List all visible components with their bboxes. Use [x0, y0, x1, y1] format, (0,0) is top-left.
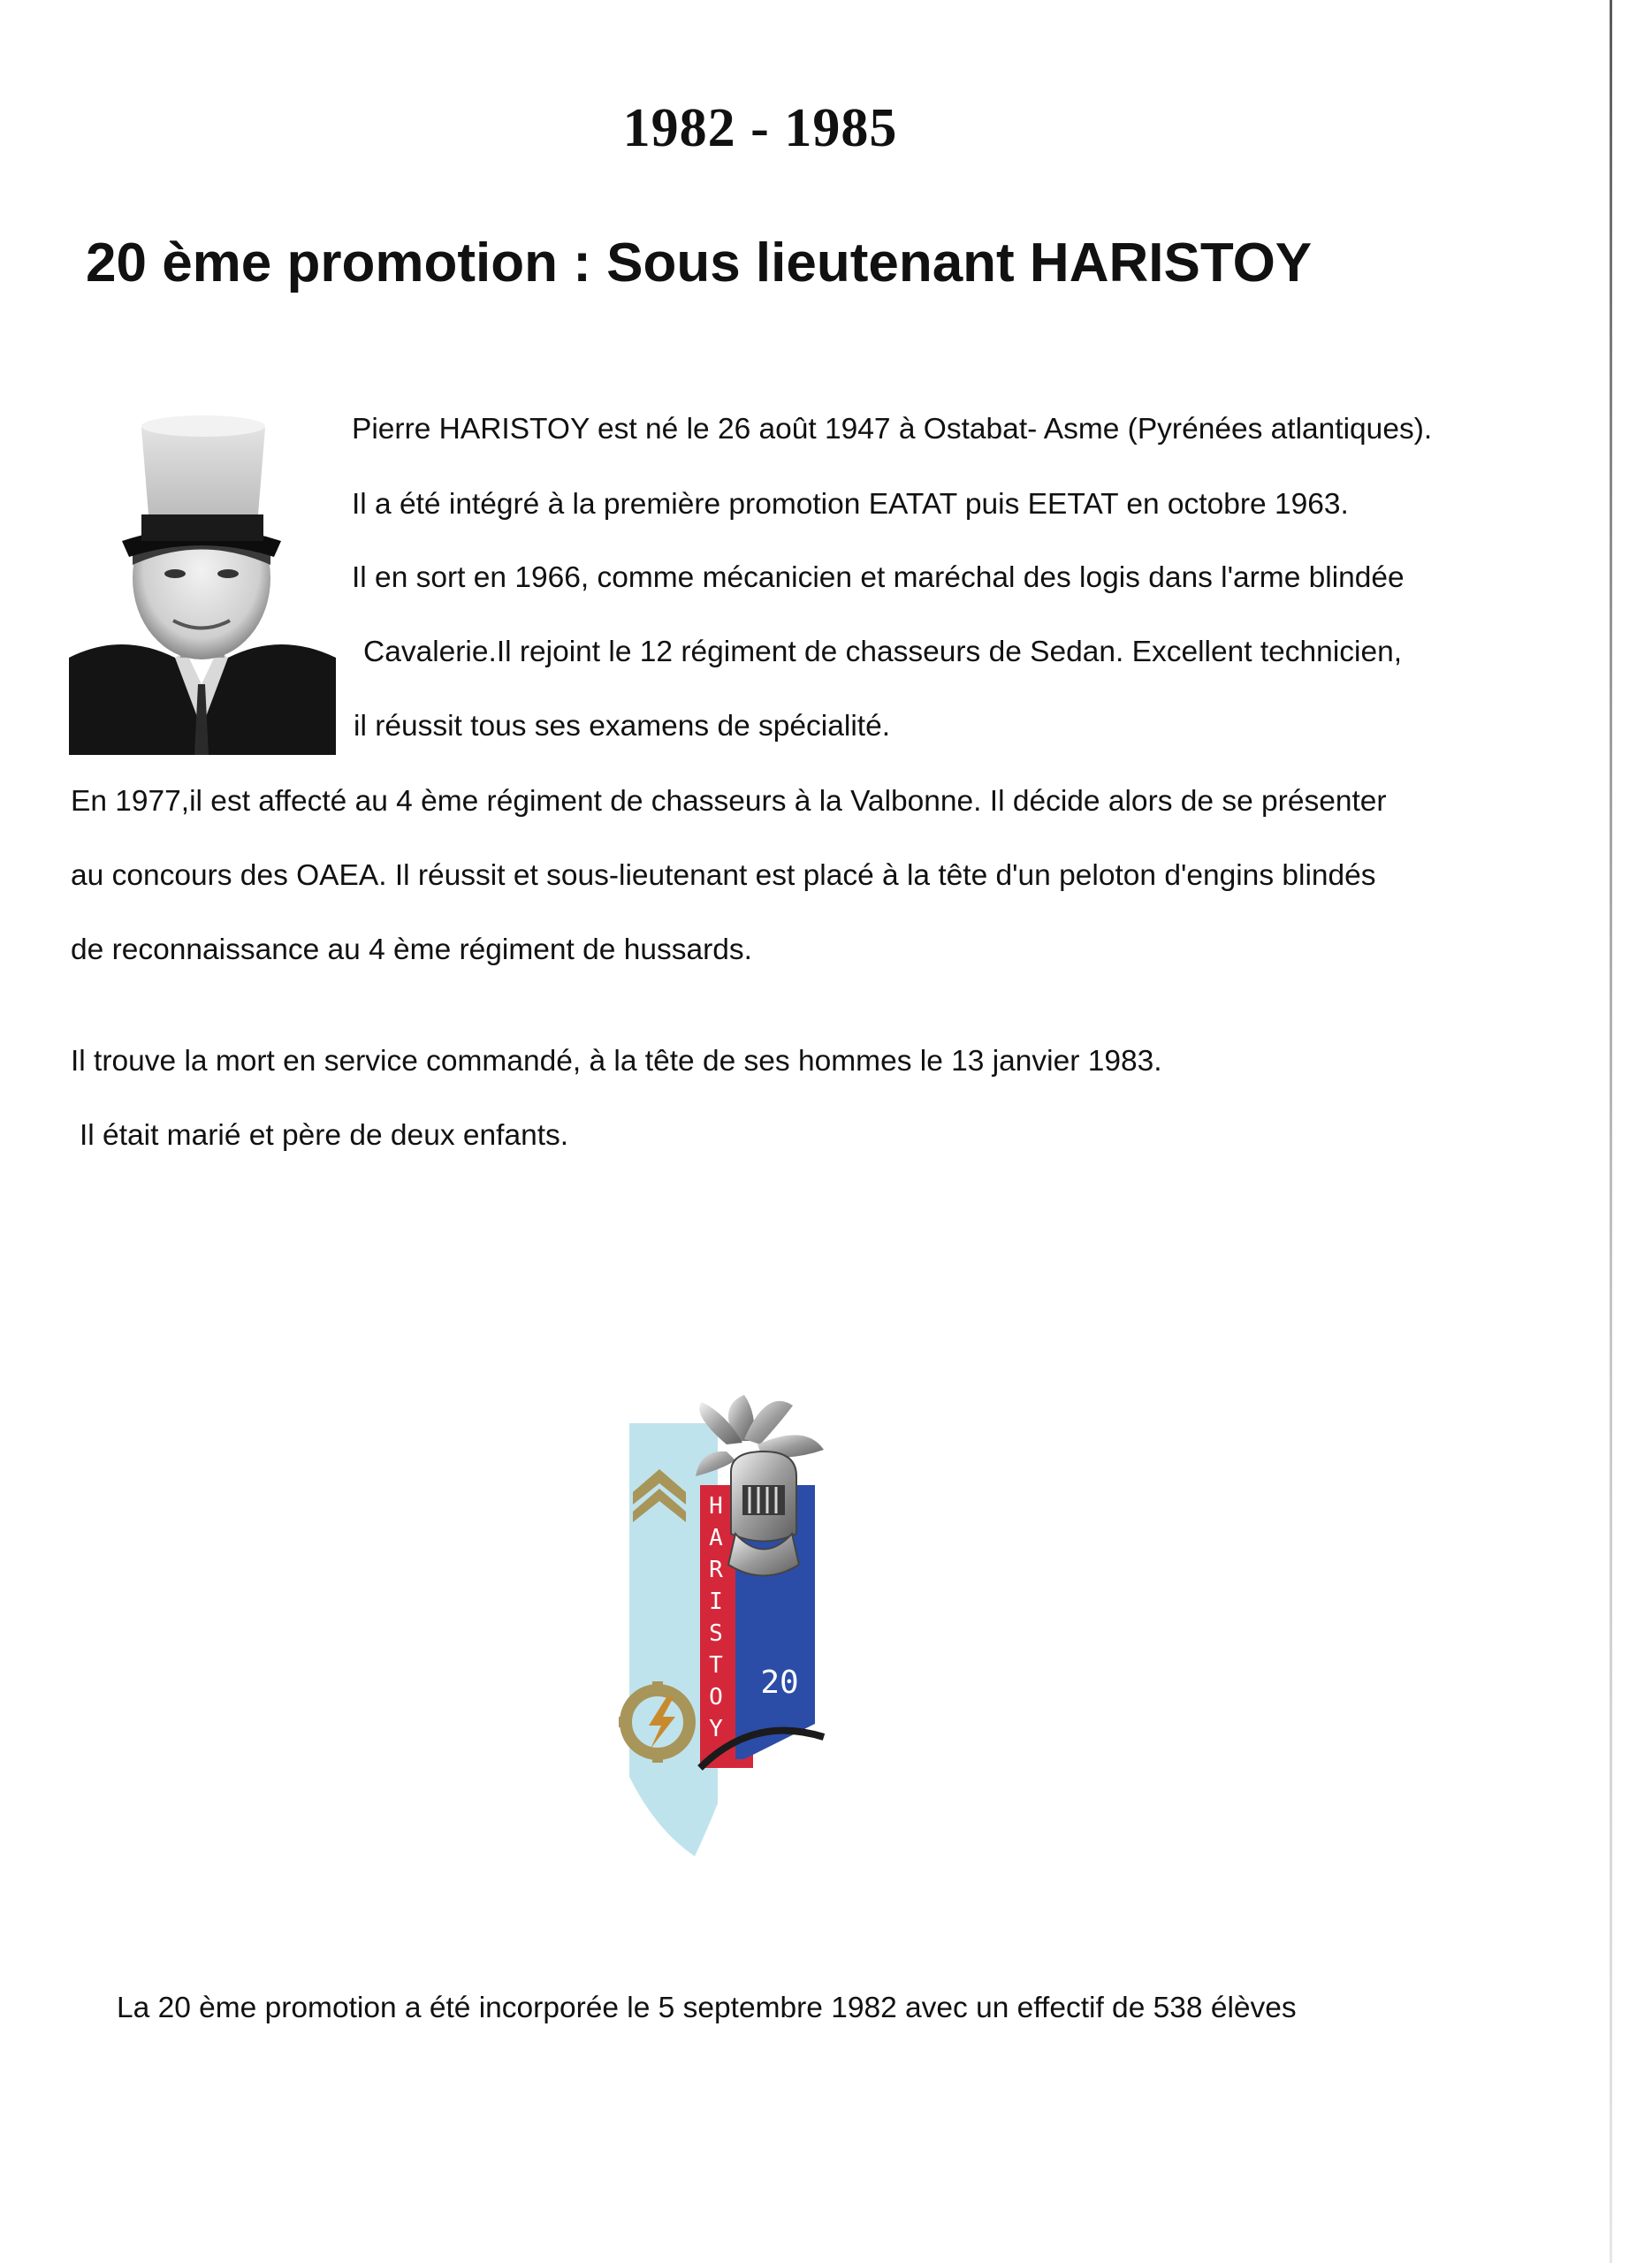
insignia-letter-s: S: [709, 1620, 723, 1647]
insignia-letter-r: R: [709, 1557, 723, 1583]
footer-note: La 20 ème promotion a été incorporée le 5 septembre 1982 avec un effectif de 538 élèves: [117, 1992, 1297, 2024]
bio-line-6: En 1977,il est affecté au 4 ème régiment de chasseurs à la Valbonne. Il décide alors de se présenter: [71, 785, 1387, 818]
insignia-letter-h: H: [709, 1493, 723, 1520]
knight-helmet-icon: [728, 1452, 799, 1576]
bio-line-8: de reconnaissance au 4 ème régiment de hussards.: [71, 933, 752, 966]
bio-line-3: Il en sort en 1966, comme mécanicien et maréchal des logis dans l'arme blindée: [352, 561, 1405, 594]
page-title: 20 ème promotion : Sous lieutenant HARISTOY: [86, 232, 1313, 293]
page-years: 1982 - 1985: [622, 98, 898, 158]
insignia-letter-o: O: [709, 1684, 723, 1711]
bio-line-2: Il a été intégré à la première promotion EATAT puis EETAT en octobre 1963.: [352, 488, 1349, 521]
bio-line-10: Il était marié et père de deux enfants.: [80, 1119, 569, 1152]
bio-line-4: Cavalerie.Il rejoint le 12 régiment de chasseurs de Sedan. Excellent technicien,: [363, 636, 1403, 668]
bio-line-7: au concours des OAEA. Il réussit et sous-lieutenant est placé à la tête d'un peloton d'engins blindés: [71, 859, 1376, 892]
bio-line-1: Pierre HARISTOY est né le 26 août 1947 à Ostabat- Asme (Pyrénées atlantiques).: [352, 413, 1433, 446]
insignia-letter-a: A: [709, 1525, 723, 1551]
insignia-letter-t: T: [709, 1652, 723, 1679]
bio-line-5: il réussit tous ses examens de spécialité.: [354, 710, 891, 743]
scan-edge: [1610, 0, 1612, 2263]
insignia-number: 20: [760, 1665, 799, 1701]
portrait-photo: [69, 392, 336, 755]
insignia-letter-i: I: [709, 1589, 723, 1615]
insignia-letter-y: Y: [709, 1716, 723, 1742]
promotion-insignia: [603, 1388, 841, 1876]
bio-line-9: Il trouve la mort en service commandé, à la tête de ses hommes le 13 janvier 1983.: [71, 1045, 1162, 1078]
